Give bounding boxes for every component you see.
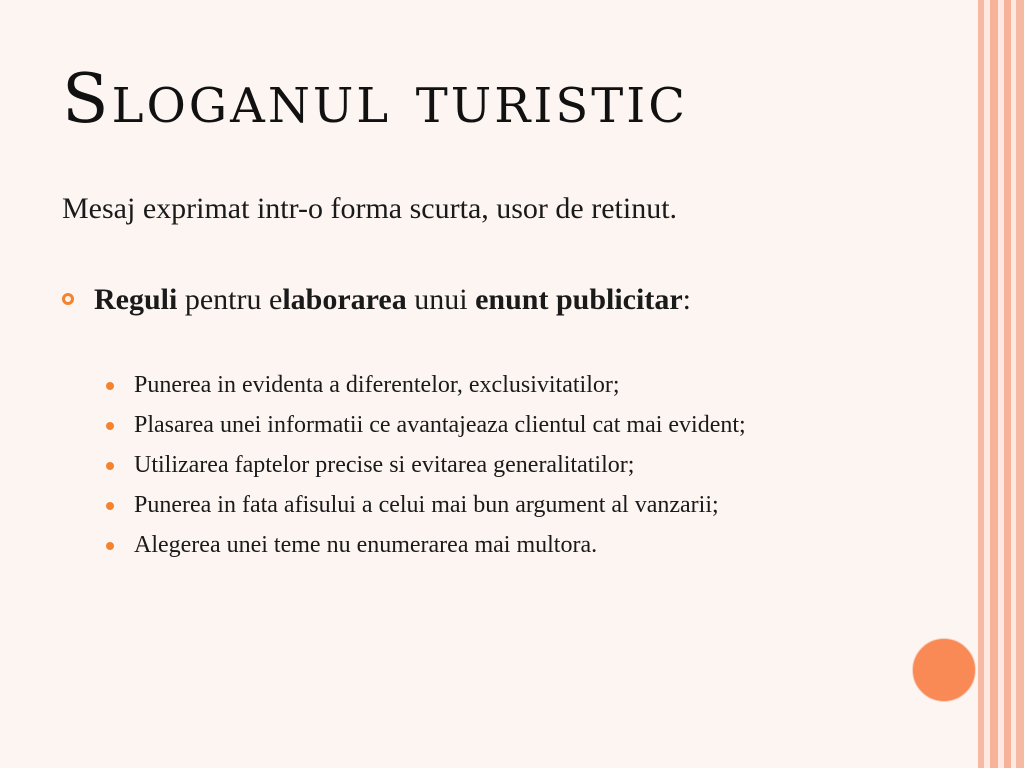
rule-text: Plasarea unei informatii ce avantajeaza clientul cat mai evident; (134, 412, 746, 438)
dot-bullet-icon (106, 542, 114, 550)
list-item (106, 528, 906, 562)
list-item (106, 368, 906, 402)
list-item (106, 408, 906, 442)
intro-text: Mesaj exprimat intr-o forma scurta, usor de retinut. (62, 192, 678, 225)
dot-bullet-icon (106, 382, 114, 390)
rules-heading-bold-5: enunt publicitar (475, 283, 683, 316)
rules-heading-bold-3: laborarea (282, 283, 407, 316)
rules-heading (94, 281, 762, 318)
decorative-stripe (1016, 0, 1024, 768)
decorative-stripe (990, 0, 998, 768)
list-item (106, 448, 906, 482)
dot-bullet-icon (106, 422, 114, 430)
list-item (106, 488, 906, 522)
rule-text: Alegerea unei teme nu enumerarea mai multora. (134, 532, 598, 558)
rules-heading-bold-1: Reguli (94, 283, 178, 316)
rules-list (106, 368, 906, 568)
rules-heading-text-6: : (682, 283, 691, 316)
rule-text: Utilizarea faptelor precise si evitarea generalitatilor; (134, 452, 635, 478)
rules-heading-text-2: pentru e (177, 283, 283, 316)
rules-heading-item (62, 281, 762, 318)
decorative-circle (912, 638, 976, 702)
ring-bullet-icon (62, 293, 74, 305)
rules-heading-text-4: unui (406, 283, 476, 316)
dot-bullet-icon (106, 502, 114, 510)
rule-text: Punerea in fata afisului a celui mai bun argument al vanzarii; (134, 492, 719, 518)
slide-title: Sloganul turistic (62, 60, 688, 139)
decorative-stripe (1004, 0, 1011, 768)
dot-bullet-icon (106, 462, 114, 470)
rule-text: Punerea in evidenta a diferentelor, exclusivitatilor; (134, 372, 620, 398)
